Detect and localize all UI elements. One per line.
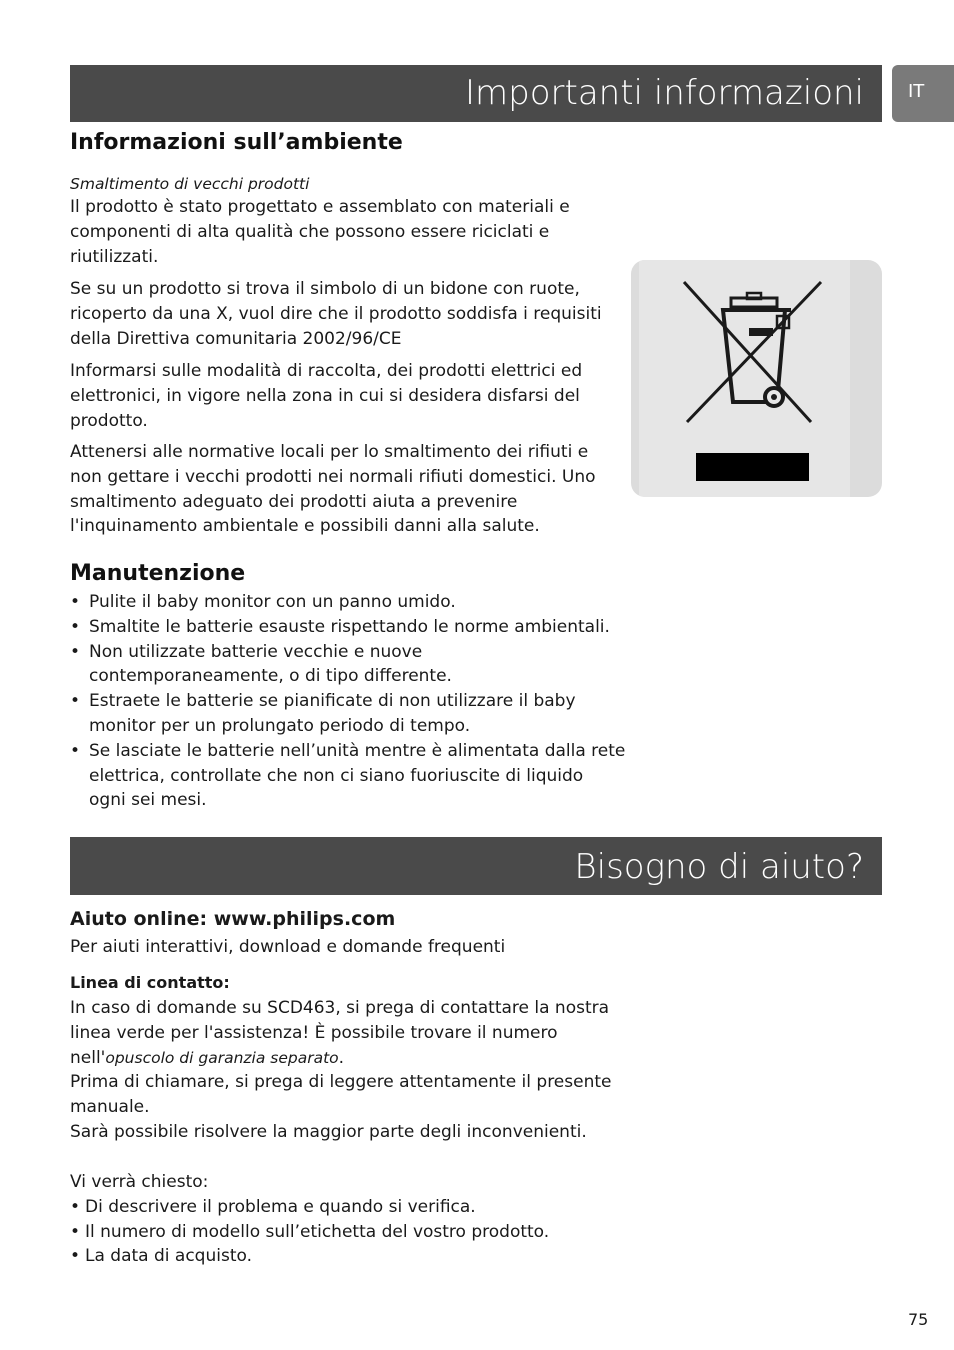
asked-section (70, 1170, 549, 1269)
help-banner (70, 837, 882, 895)
list-item (70, 739, 630, 813)
list-item: • Di descrivere il problema e quando si verifica. (70, 1195, 549, 1220)
online-help-heading: Aiuto online: www.philips.com (70, 908, 396, 930)
text-line: In caso di domande su SCD463, si prega di contattare la nostra (70, 998, 610, 1018)
text-line: • Se lasciate le batterie nell’unità mentre è alimentata dalla rete (89, 740, 626, 761)
text-line: componenti di alta qualità che possono essere riciclati e (70, 221, 550, 242)
list-item: • La data di acquisto. (70, 1244, 549, 1269)
list-item (70, 590, 630, 615)
crossed-out-wheelie-bin-icon (631, 260, 882, 497)
weee-symbol-panel (631, 260, 882, 497)
environment-paragraph-2 (70, 277, 602, 351)
text-line: prodotto. (70, 410, 148, 431)
environment-paragraph-3 (70, 359, 582, 433)
text-fragment: . (338, 1047, 345, 1068)
maintenance-list (70, 590, 630, 813)
list-item: • Il numero di modello sull’etichetta del vostro prodotto. (70, 1220, 549, 1245)
list-item (70, 615, 630, 640)
environment-heading: Informazioni sull’ambiente (70, 130, 403, 155)
page-title-banner (70, 65, 882, 122)
page-number: 75 (908, 1310, 929, 1329)
text-line: linea verde per l'assistenza! È possibile trovare il numero (70, 1022, 558, 1043)
text-line: l'inquinamento ambientale e possibili danni alla salute. (70, 516, 540, 537)
list-item (70, 689, 630, 739)
language-tab (892, 65, 954, 122)
online-help-text: Per aiuti interattivi, download e domande frequenti (70, 937, 506, 957)
text-line: Attenersi alle normative locali per lo smaltimento dei rifiuti e (70, 442, 589, 462)
text-line: smaltimento adeguato dei prodotti aiuta a prevenire (70, 491, 518, 512)
text-line: manuale. (70, 1097, 150, 1118)
environment-subheading: Smaltimento di vecchi prodotti (70, 175, 310, 193)
language-tab-label: IT (908, 81, 925, 102)
text-line: elettronici, in vigore nella zona in cui si desidera disfarsi del (70, 385, 580, 406)
environment-paragraph-4 (70, 440, 596, 539)
warranty-booklet-reference: opuscolo di garanzia separato (105, 1048, 339, 1067)
text-line: Prima di chiamare, si prega di leggere attentamente il presente (70, 1072, 612, 1093)
text-line: • Estraete le batterie se pianificate di non utilizzare il baby (89, 691, 576, 712)
text-fragment: nell' (70, 1047, 106, 1068)
text-line: elettrica, controllate che non ci siano fuoriuscite di liquido (89, 765, 584, 786)
contact-heading: Linea di contatto: (70, 973, 230, 992)
text-line: riutilizzati. (70, 246, 159, 267)
maintenance-heading: Manutenzione (70, 561, 246, 586)
contact-paragraph (70, 996, 612, 1145)
text-line: Se su un prodotto si trova il simbolo di un bidone con ruote, (70, 279, 580, 299)
text-line: monitor per un prolungato periodo di tempo. (89, 715, 471, 736)
text-line: Sarà possibile risolvere la maggior parte degli inconvenienti. (70, 1121, 587, 1142)
environment-paragraph-1 (70, 195, 570, 269)
asked-intro: Vi verrà chiesto: (70, 1172, 209, 1192)
text-line: contemporaneamente, o di tipo differente. (89, 666, 452, 687)
text-line: della Direttiva comunitaria 2002/96/CE (70, 328, 402, 349)
text-line: • Pulite il baby monitor con un panno umido. (89, 592, 456, 612)
text-line: Informarsi sulle modalità di raccolta, dei prodotti elettrici ed (70, 361, 583, 381)
text-line: • Smaltite le batterie esauste rispettando le norme ambientali. (89, 616, 610, 637)
text-line (70, 1046, 612, 1071)
text-line: ogni sei mesi. (89, 790, 207, 811)
help-title: Bisogno di aiuto? (574, 847, 864, 887)
text-line: ricoperto da una X, vuol dire che il prodotto soddisfa i requisiti (70, 303, 602, 324)
list-item (70, 640, 630, 690)
text-line: Il prodotto è stato progettato e assemblato con materiali e (70, 197, 570, 217)
page-title: Importanti informazioni (464, 73, 864, 113)
text-line: • Non utilizzate batterie vecchie e nuove (89, 641, 423, 662)
text-line: non gettare i vecchi prodotti nei normali rifiuti domestici. Uno (70, 466, 596, 487)
